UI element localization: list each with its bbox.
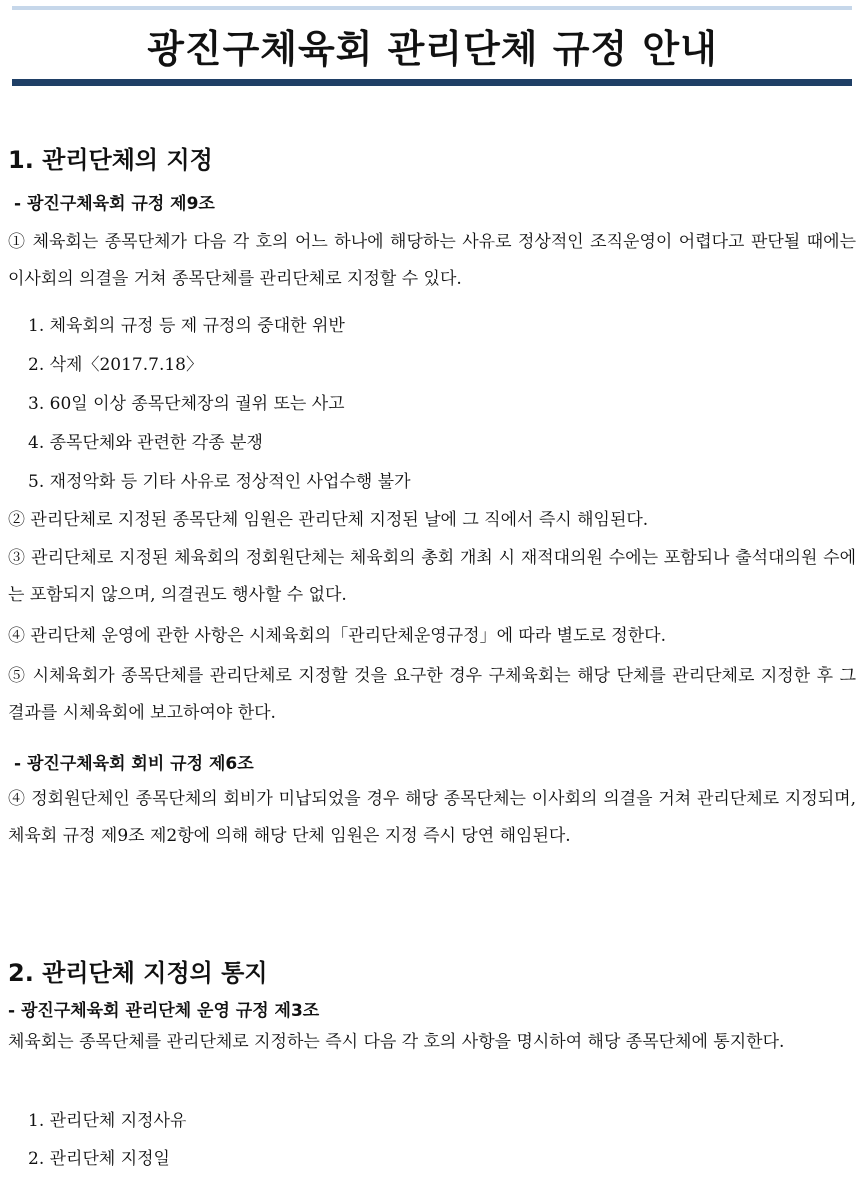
section1-sub-regulation: - 광진구체육회 규정 제9조 — [14, 194, 215, 214]
section2-sub-regulation: - 광진구체육회 관리단체 운영 규정 제3조 — [8, 1001, 320, 1021]
section1-paragraph-2: ② 관리단체로 지정된 종목단체 임원은 관리단체 지정된 날에 그 직에서 즉시 해임된다. — [8, 510, 649, 530]
section2-paragraph-1: 체육회는 종목단체를 관리단체로 지정하는 즉시 다음 각 호의 사항을 명시하여 해당 종목단체에 통지한다. — [8, 1032, 785, 1052]
section1-sub-dues-regulation: - 광진구체육회 회비 규정 제6조 — [14, 754, 254, 774]
section1-list-item: 4. 종목단체와 관련한 각종 분쟁 — [28, 433, 263, 453]
section1-heading: 1. 관리단체의 지정 — [8, 146, 213, 174]
section1-paragraph-3: ③ 관리단체로 지정된 체육회의 정회원단체는 체육회의 총회 개최 시 재적대의원 수에는 포함되나 출석대의원 수에는 포함되지 않으며, 의결권도 행사할 수 없다. — [8, 548, 856, 605]
title-top-rule — [12, 6, 852, 10]
section2-heading: 2. 관리단체 지정의 통지 — [8, 959, 268, 987]
section1-list-item: 5. 재정악화 등 기타 사유로 정상적인 사업수행 불가 — [28, 472, 411, 492]
section1-paragraph-5: ⑤ 시체육회가 종목단체를 관리단체로 지정할 것을 요구한 경우 구체육회는 해당 단체를 관리단체로 지정한 후 그 결과를 시체육회에 보고하여야 한다. — [8, 666, 856, 723]
section1-paragraph-4: ④ 관리단체 운영에 관한 사항은 시체육회의「관리단체운영규정」에 따라 별도로 정한다. — [8, 626, 666, 646]
section1-paragraph-6: ④ 정회원단체인 종목단체의 회비가 미납되었을 경우 해당 종목단체는 이사회의 의결을 거쳐 관리단체로 지정되며, 체육회 규정 제9조 제2항에 의해 해당 단체 임원은 지정 즉시 당연 해임된다. — [8, 789, 856, 846]
page-title: 광진구체육회 관리단체 규정 안내 — [147, 27, 718, 71]
section2-list-item: 1. 관리단체 지정사유 — [28, 1111, 187, 1131]
title-bottom-rule — [12, 79, 852, 86]
section1-list-item: 1. 체육회의 규정 등 제 규정의 중대한 위반 — [28, 316, 345, 336]
section1-list-item: 2. 삭제〈2017.7.18〉 — [28, 355, 203, 375]
section2-list-item: 2. 관리단체 지정일 — [28, 1149, 170, 1169]
section1-paragraph-1: ① 체육회는 종목단체가 다음 각 호의 어느 하나에 해당하는 사유로 정상적인 조직운영이 어렵다고 판단될 때에는 이사회의 의결을 거쳐 종목단체를 관리단체로 지정할 수 있다. — [8, 232, 856, 289]
section1-list-item: 3. 60일 이상 종목단체장의 궐위 또는 사고 — [28, 394, 345, 414]
